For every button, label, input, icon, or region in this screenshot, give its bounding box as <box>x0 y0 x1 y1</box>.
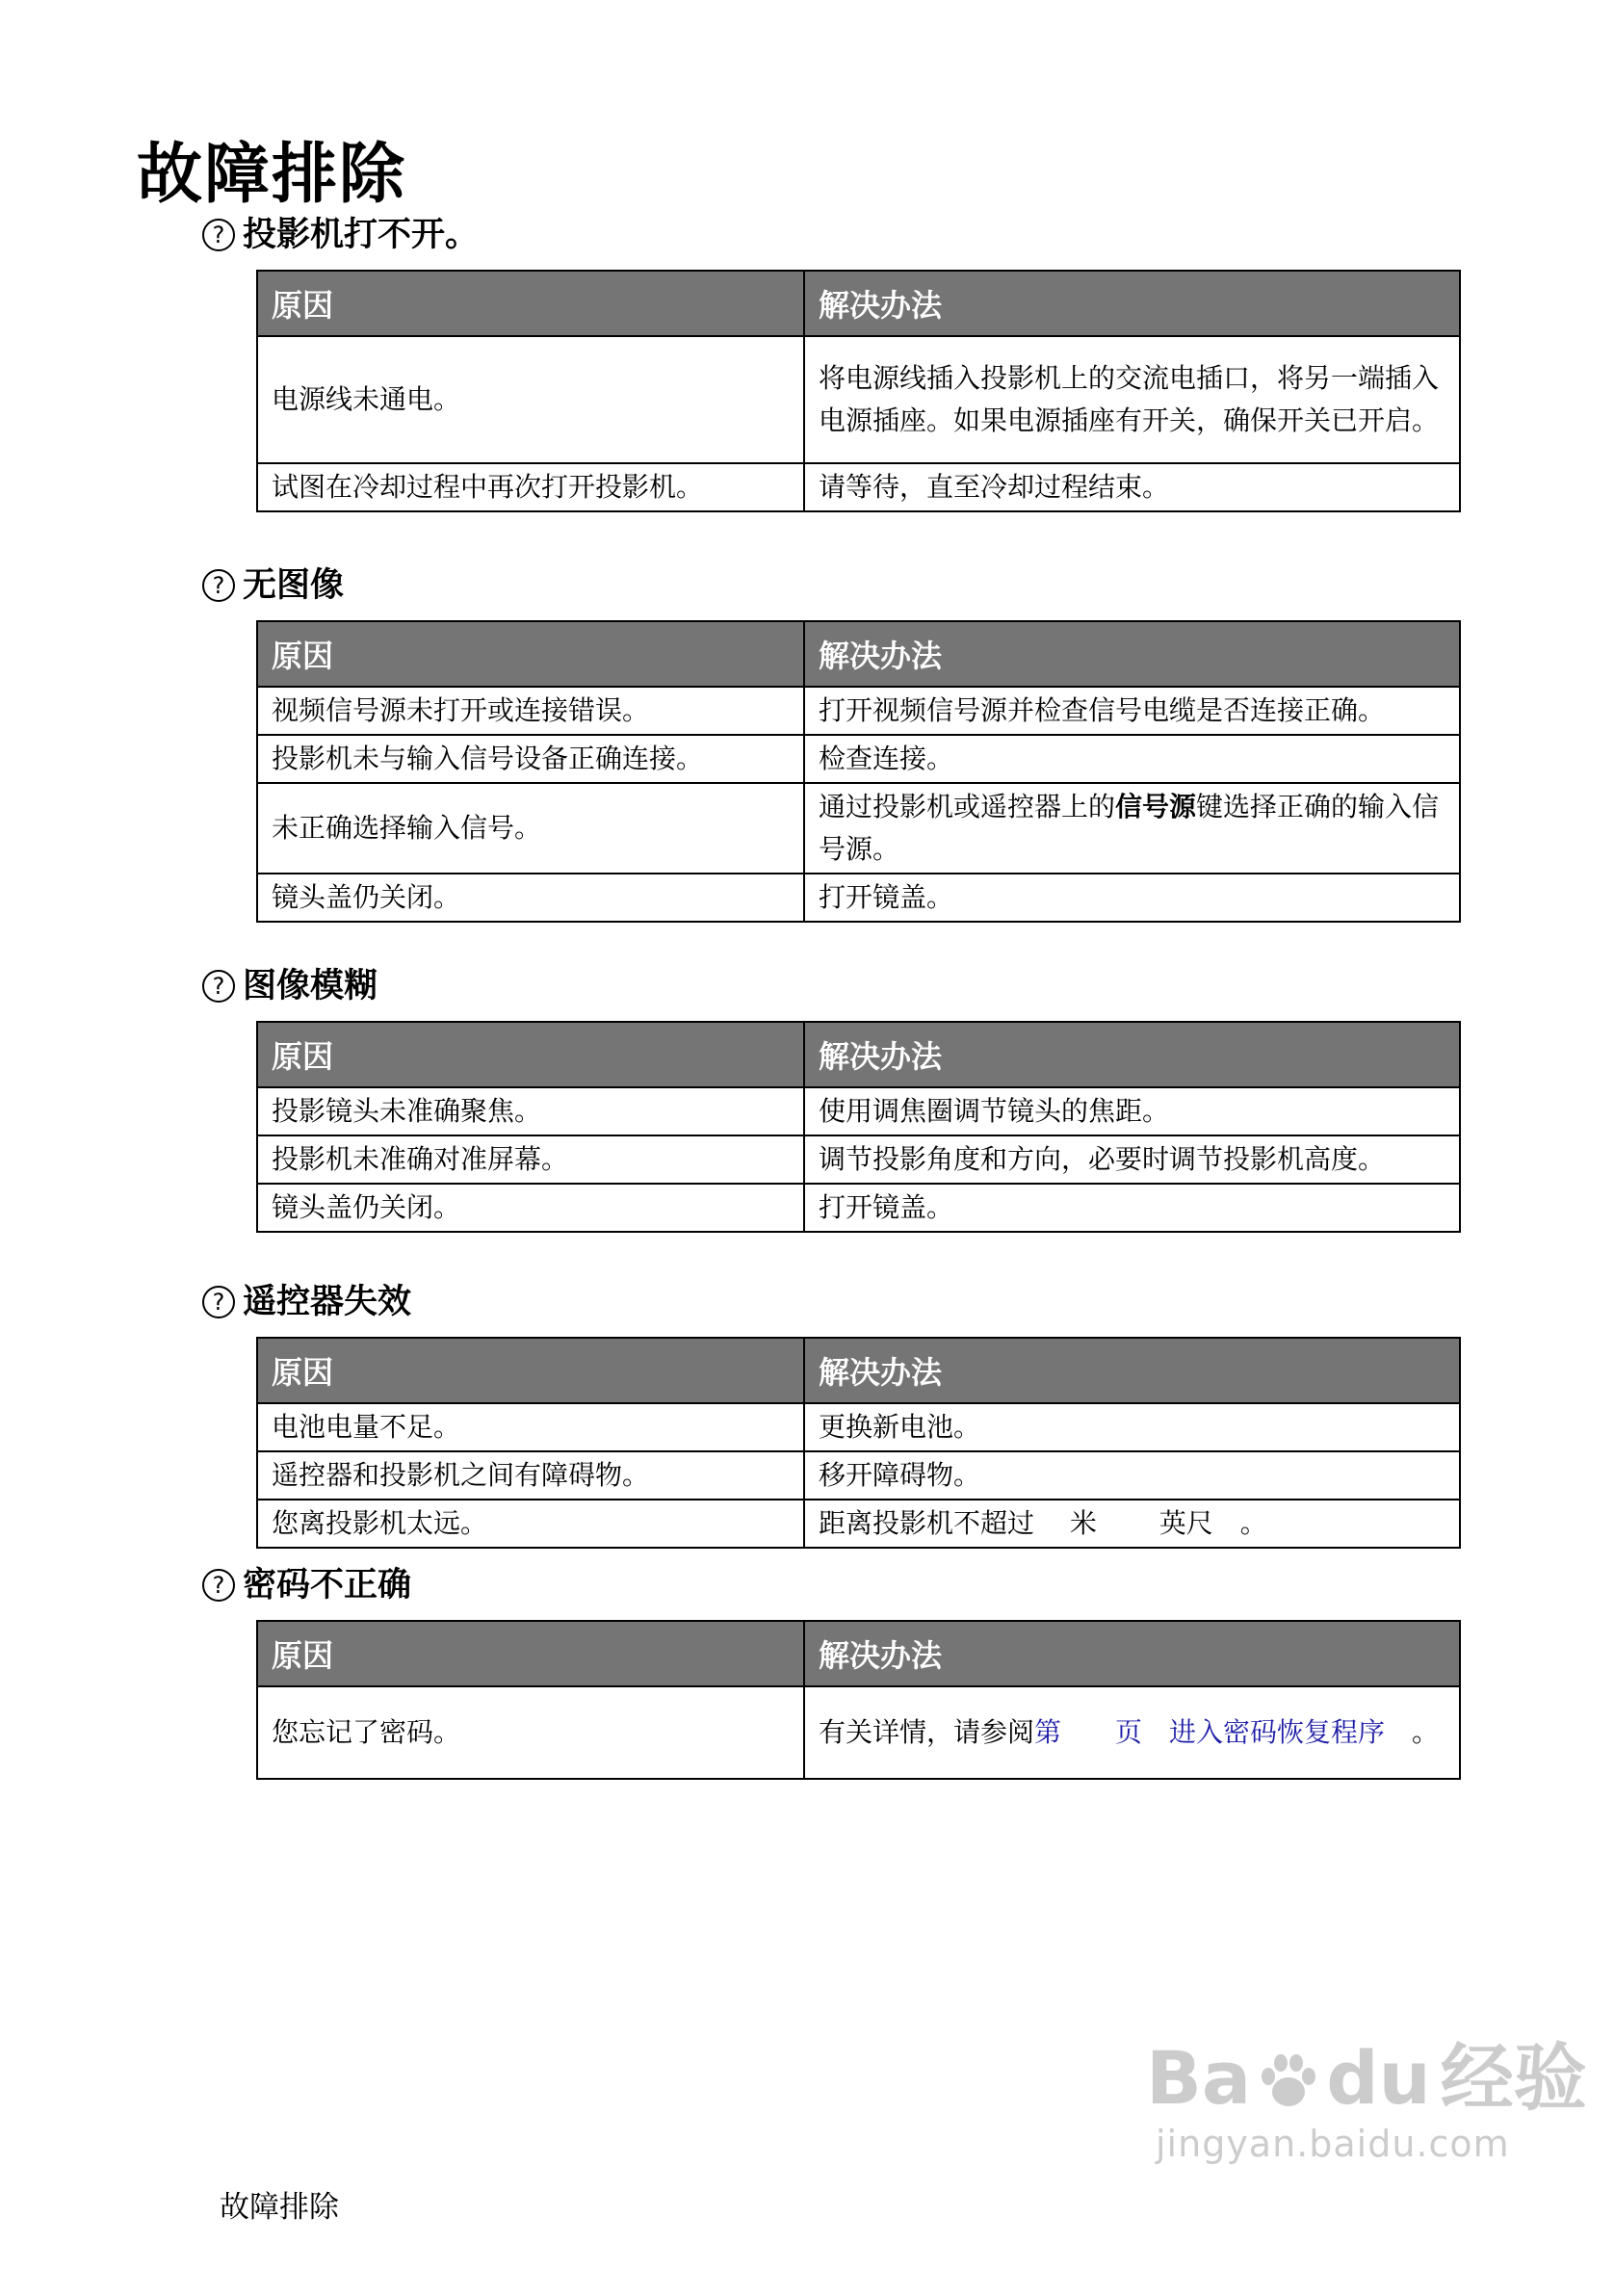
table-row <box>257 1087 1460 1135</box>
solution-cell: 使用调焦圈调节镜头的焦距。 <box>804 1087 1460 1135</box>
header-cause: 原因 <box>257 1338 804 1403</box>
page-title: 故障排除 <box>137 137 407 213</box>
page-footer: 故障排除 <box>220 2190 339 2225</box>
password-recovery-link[interactable]: 第 页 进入密码恢复程序 <box>1034 1716 1386 1748</box>
cause-cell: 试图在冷却过程中再次打开投影机。 <box>257 463 804 511</box>
cause-cell: 遥控器和投影机之间有障碍物。 <box>257 1451 804 1500</box>
section-power <box>202 214 1459 512</box>
baidu-jingyan-watermark <box>1146 2035 1587 2165</box>
section-title: 密码不正确 <box>243 1565 412 1605</box>
header-solution: 解决办法 <box>804 1022 1460 1087</box>
cause-cell: 您忘记了密码。 <box>257 1686 804 1779</box>
section-heading <box>202 1564 1459 1606</box>
header-cause: 原因 <box>257 1022 804 1087</box>
troubleshoot-table <box>256 1337 1461 1549</box>
table-row <box>257 463 1460 511</box>
question-icon: ? <box>202 970 235 1003</box>
section-title: 图像模糊 <box>243 966 378 1005</box>
solution-cell: 移开障碍物。 <box>804 1451 1460 1500</box>
solution-text: 键选择正确的输入信号源。 <box>819 791 1440 865</box>
table-header-row <box>257 1621 1460 1686</box>
solution-cell: 检查连接。 <box>804 735 1460 783</box>
solution-cell: 将电源线插入投影机上的交流电插口，将另一端插入电源插座。如果电源插座有开关，确保开关已开启。 <box>804 336 1460 463</box>
troubleshoot-table <box>256 1620 1461 1780</box>
section-heading <box>202 214 1459 256</box>
cause-cell: 您离投影机太远。 <box>257 1500 804 1548</box>
table-row <box>257 783 1460 874</box>
table-row <box>257 1135 1460 1184</box>
watermark-logo-text-left: Ba <box>1146 2035 1252 2121</box>
solution-cell: 打开镜盖。 <box>804 1184 1460 1232</box>
cause-cell: 镜头盖仍关闭。 <box>257 874 804 922</box>
cause-cell: 视频信号源未打开或连接错误。 <box>257 687 804 735</box>
header-cause: 原因 <box>257 1621 804 1686</box>
solution-cell: 打开镜盖。 <box>804 874 1460 922</box>
solution-text: 有关详情，请参阅 <box>819 1716 1035 1748</box>
solution-cell: 距离投影机不超过 米 英尺 。 <box>804 1500 1460 1548</box>
header-solution: 解决办法 <box>804 621 1460 687</box>
table-header-row <box>257 1338 1460 1403</box>
section-no-image <box>202 564 1459 923</box>
header-solution: 解决办法 <box>804 271 1460 336</box>
solution-text: 。 <box>1385 1716 1440 1748</box>
cause-cell: 电源线未通电。 <box>257 336 804 463</box>
cause-cell: 投影机未准确对准屏幕。 <box>257 1135 804 1184</box>
troubleshoot-table <box>256 620 1461 923</box>
solution-cell <box>804 783 1460 874</box>
table-header-row <box>257 621 1460 687</box>
troubleshoot-table <box>256 1021 1461 1233</box>
header-cause: 原因 <box>257 271 804 336</box>
section-heading <box>202 564 1459 607</box>
table-row <box>257 735 1460 783</box>
table-header-row <box>257 1022 1460 1087</box>
header-cause: 原因 <box>257 621 804 687</box>
table-header-row <box>257 271 1460 336</box>
watermark-logo-cn: 经验 <box>1440 2035 1587 2121</box>
section-heading <box>202 965 1459 1007</box>
table-row <box>257 1500 1460 1548</box>
section-title: 投影机打不开。 <box>243 215 480 254</box>
question-icon: ? <box>202 1569 235 1602</box>
table-row <box>257 1686 1460 1779</box>
source-key-label: 信号源 <box>1115 791 1197 822</box>
solution-cell: 请等待，直至冷却过程结束。 <box>804 463 1460 511</box>
section-title: 无图像 <box>243 565 345 605</box>
watermark-url: jingyan.baidu.com <box>1156 2123 1510 2165</box>
solution-cell: 调节投影角度和方向，必要时调节投影机高度。 <box>804 1135 1460 1184</box>
table-row <box>257 1403 1460 1451</box>
solution-cell: 更换新电池。 <box>804 1403 1460 1451</box>
question-icon: ? <box>202 219 235 251</box>
section-blurry-image <box>202 965 1459 1233</box>
paw-icon <box>1255 2048 1322 2115</box>
header-solution: 解决办法 <box>804 1338 1460 1403</box>
section-password-incorrect <box>202 1564 1459 1780</box>
cause-cell: 电池电量不足。 <box>257 1403 804 1451</box>
cause-cell: 投影机未与输入信号设备正确连接。 <box>257 735 804 783</box>
cause-cell: 镜头盖仍关闭。 <box>257 1184 804 1232</box>
cause-cell: 投影镜头未准确聚焦。 <box>257 1087 804 1135</box>
section-title: 遥控器失效 <box>243 1282 412 1321</box>
table-row <box>257 687 1460 735</box>
solution-cell <box>804 1686 1460 1779</box>
table-row <box>257 874 1460 922</box>
table-row <box>257 1184 1460 1232</box>
watermark-logo <box>1146 2035 1587 2121</box>
cause-cell: 未正确选择输入信号。 <box>257 783 804 874</box>
watermark-logo-text-right: du <box>1326 2035 1431 2121</box>
table-row <box>257 1451 1460 1500</box>
section-remote-failure <box>202 1281 1459 1549</box>
solution-text: 通过投影机或遥控器上的 <box>819 791 1116 822</box>
question-icon: ? <box>202 1286 235 1318</box>
header-solution: 解决办法 <box>804 1621 1460 1686</box>
solution-cell: 打开视频信号源并检查信号电缆是否连接正确。 <box>804 687 1460 735</box>
troubleshoot-table <box>256 270 1461 512</box>
table-row <box>257 336 1460 463</box>
question-icon: ? <box>202 569 235 602</box>
section-heading <box>202 1281 1459 1323</box>
